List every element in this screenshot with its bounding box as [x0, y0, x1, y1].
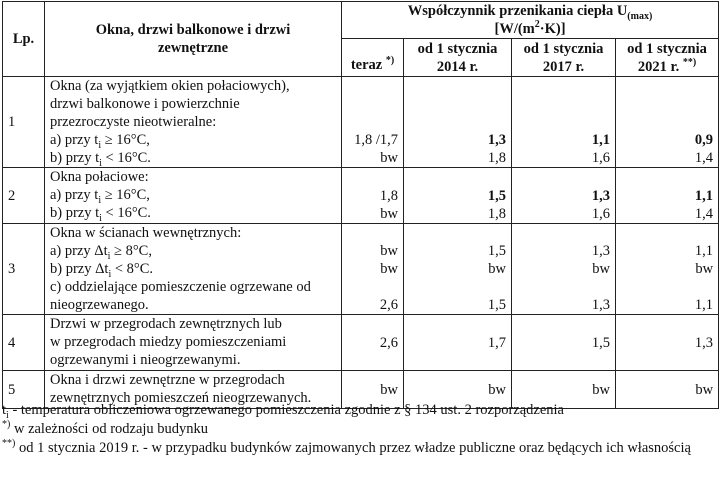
- footnote-double-star: **) od 1 stycznia 2019 r. - w przypadku budynków zajmowanych przez władze publiczne oraz będących ich własnością: [2, 438, 691, 456]
- footnote-ti: $t_i$ - temperatura obliczeniowa ogrzewanego pomieszczenia zgodnie z § 134 ust. 2 rozporządzenia: [2, 402, 564, 421]
- header-coefficient: Współczynnik przenikania ciepła $U_{(max)}$ $[W/(m^2\cdot K)]$: [342, 2, 719, 39]
- row-description: Drzwi w przegrodach zewnętrznych lub w przegrodach miedzy pomieszczeniami ogrzewanymi i nieogrzewanymi.: [45, 315, 342, 371]
- value-teraz: 1,8 /1,7 bw: [342, 77, 404, 168]
- row-description: Okna i drzwi zewnętrzne w przegrodach zewnętrznych pomieszczeń nieogrzewanych.: [45, 371, 342, 409]
- value-2014: 1,7: [404, 315, 512, 371]
- row-number: 3: [3, 224, 45, 315]
- row-description: Okna (za wyjątkiem okien połaciowych), drzwi balkonowe i powierzchnie przezroczyste nieotwieralne: a) przy $t_i \ge 16^\circ C$, b) przy $t_i < 16^\circ C$.: [45, 77, 342, 168]
- header-lp: Lp.: [3, 2, 45, 77]
- footnote-single-star: *) w zależności od rodzaju budynku: [2, 419, 209, 437]
- value-2021: 1,1 bw 1,1: [616, 224, 719, 315]
- value-teraz: 2,6: [342, 315, 404, 371]
- value-2014: 1,5 1,8: [404, 168, 512, 224]
- row-number: 4: [3, 315, 45, 371]
- table-row: [3, 224, 719, 315]
- row-description: Okna połaciowe: a) przy $t_i \ge 16^\circ C$, b) przy $t_i < 16^\circ C$.: [45, 168, 342, 224]
- value-2014: bw: [404, 371, 512, 409]
- value-2014: 1,5 bw 1,5: [404, 224, 512, 315]
- value-2017: 1,1 1,6: [512, 77, 616, 168]
- header-name: Okna, drzwi balkonowe i drzwi zewnętrzne: [45, 2, 342, 77]
- header-2021: od 1 stycznia 2021 r. **): [616, 39, 719, 77]
- row-number: 5: [3, 371, 45, 409]
- value-2021: 1,1 1,4: [616, 168, 719, 224]
- value-teraz: bw: [342, 371, 404, 409]
- header-2017: od 1 stycznia 2017 r.: [512, 39, 616, 77]
- value-teraz: 1,8 bw: [342, 168, 404, 224]
- header-teraz: teraz *): [342, 39, 404, 77]
- row-description: Okna w ścianach wewnętrznych: a) przy $\Delta t_i \ge 8^\circ C$, b) przy $\Delta t_i < 8^\circ C$. c) oddzielające pomieszczenie ogrzewane od nieogrzewanego.: [45, 224, 342, 315]
- value-2017: 1,3 1,6: [512, 168, 616, 224]
- value-2017: bw: [512, 371, 616, 409]
- value-2017: 1,3 bw 1,3: [512, 224, 616, 315]
- table-row: [3, 315, 719, 371]
- value-2014: 1,3 1,8: [404, 77, 512, 168]
- thermal-transmittance-table: [2, 1, 719, 409]
- footnotes: [2, 401, 718, 458]
- value-2021: bw: [616, 371, 719, 409]
- table-row: [3, 168, 719, 224]
- value-teraz: bw bw 2,6: [342, 224, 404, 315]
- table-row: [3, 77, 719, 168]
- header-2014: od 1 stycznia 2014 r.: [404, 39, 512, 77]
- row-number: 2: [3, 168, 45, 224]
- value-2021: 0,9 1,4: [616, 77, 719, 168]
- value-2017: 1,5: [512, 315, 616, 371]
- row-number: 1: [3, 77, 45, 168]
- value-2021: 1,3: [616, 315, 719, 371]
